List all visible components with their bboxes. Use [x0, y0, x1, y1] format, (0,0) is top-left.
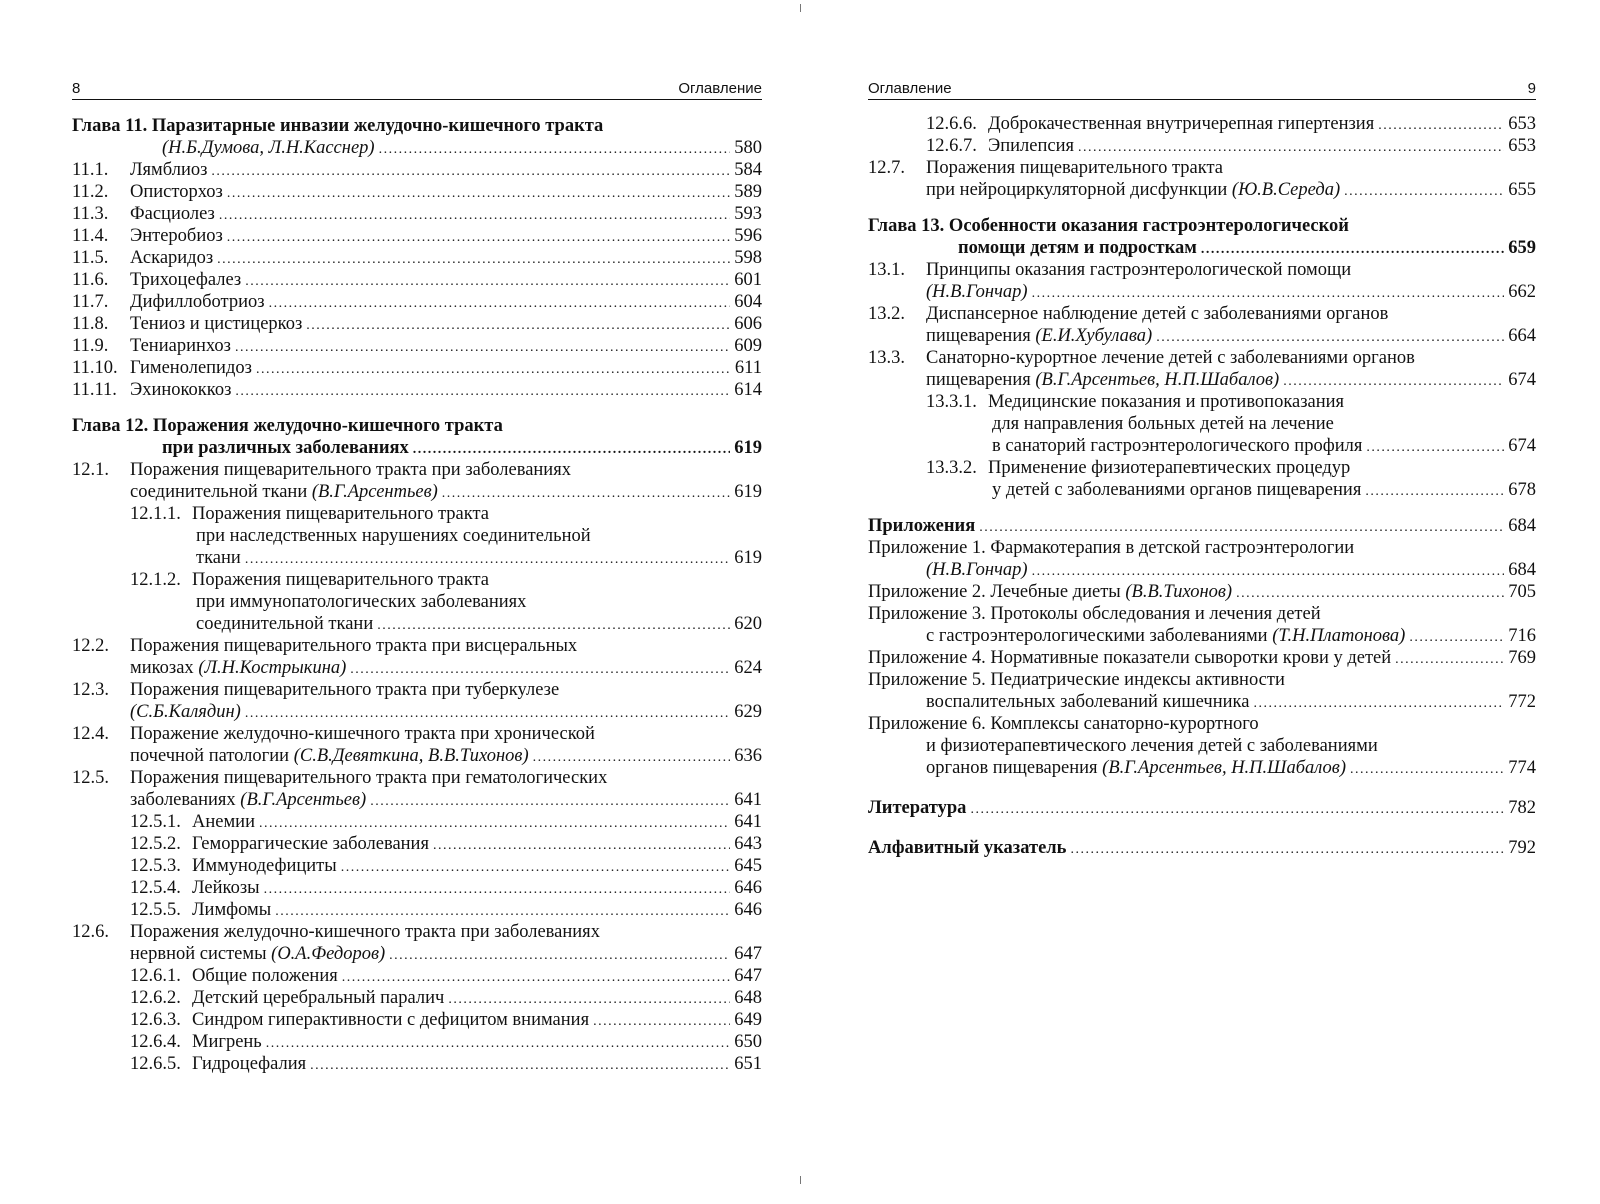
toc-entry[interactable]: 11.1. Лямблиоз ..... 584: [72, 159, 762, 181]
toc-entry[interactable]: у детей с заболеваниями органов пищеварения ..... 678: [868, 479, 1536, 501]
toc-entry[interactable]: Приложения ..... 684: [868, 515, 1536, 537]
toc-entry[interactable]: 11.2. Описторхоз ..... 589: [72, 181, 762, 203]
toc-entry[interactable]: 12.6.3. Синдром гиперактивности с дефицитом внимания ..... 649: [72, 1009, 762, 1031]
left-page: [72, 0, 762, 1204]
toc-entry[interactable]: 13.1. Принципы оказания гастроэнтерологической помощи: [868, 260, 1352, 280]
toc-entry[interactable]: 11.11. Эхинококкоз ..... 614: [72, 379, 762, 401]
running-head: [868, 79, 1536, 100]
toc-entry[interactable]: 13.2. Диспансерное наблюдение детей с заболеваниями органов: [868, 304, 1389, 324]
toc-entry[interactable]: пищеварения (В.Г.Арсентьев, Н.П.Шабалов) ..... 674: [868, 369, 1536, 391]
toc-entry[interactable]: 13.3. Санаторно-курортное лечение детей с заболеваниями органов: [868, 348, 1415, 368]
spine-mark: [800, 4, 801, 12]
toc-entry[interactable]: при различных заболеваниях ..... 619: [72, 437, 762, 459]
toc-entry[interactable]: 11.4. Энтеробиоз ..... 596: [72, 225, 762, 247]
toc-entry[interactable]: Приложение 2. Лечебные диеты (В.В.Тихонов) ..... 705: [868, 581, 1536, 603]
toc-entry[interactable]: 12.6.5. Гидроцефалия ..... 651: [72, 1053, 762, 1075]
toc-entry[interactable]: (Н.В.Гончар) ..... 662: [868, 281, 1536, 303]
toc-entry[interactable]: органов пищеварения (В.Г.Арсентьев, Н.П.Шабалов) ..... 774: [868, 757, 1536, 779]
spine-mark: [800, 1176, 801, 1184]
toc-chapter-heading[interactable]: Глава 11. Паразитарные инвазии желудочно-кишечного тракта: [72, 116, 604, 136]
toc-entry[interactable]: с гастроэнтерологическими заболеваниями (Т.Н.Платонова) ..... 716: [868, 625, 1536, 647]
toc-entry[interactable]: для направления больных детей на лечение: [992, 414, 1334, 434]
toc-entry[interactable]: 11.9. Тениаринхоз ..... 609: [72, 335, 762, 357]
toc-entry[interactable]: 12.1.2. Поражения пищеварительного тракта: [130, 570, 490, 590]
toc-entry[interactable]: соединительной ткани ..... 620: [72, 613, 762, 635]
toc-entry[interactable]: 12.5.3. Иммунодефициты ..... 645: [72, 855, 762, 877]
toc-entry[interactable]: заболеваниях (В.Г.Арсентьев) ..... 641: [72, 789, 762, 811]
toc-entry[interactable]: 12.5. Поражения пищеварительного тракта при гематологических: [72, 768, 608, 788]
page-number: 9: [1527, 80, 1536, 97]
toc-entry[interactable]: Литература ..... 782: [868, 797, 1536, 819]
toc-entry[interactable]: 12.3. Поражения пищеварительного тракта при туберкулезе: [72, 680, 560, 700]
toc-entry[interactable]: 11.6. Трихоцефалез ..... 601: [72, 269, 762, 291]
toc-entry[interactable]: 11.5. Аскаридоз ..... 598: [72, 247, 762, 269]
running-title: Оглавление: [868, 80, 952, 97]
toc-entry[interactable]: Алфавитный указатель ..... 792: [868, 837, 1536, 859]
toc-entry[interactable]: Приложение 1. Фармакотерапия в детской гастроэнтерологии: [868, 538, 1355, 558]
toc-entry[interactable]: 11.7. Дифиллоботриоз ..... 604: [72, 291, 762, 313]
toc-entry[interactable]: 12.4. Поражение желудочно-кишечного тракта при хронической: [72, 724, 595, 744]
toc-entry[interactable]: 13.3.2. Применение физиотерапевтических процедур: [926, 458, 1351, 478]
toc-entry[interactable]: 12.6. Поражения желудочно-кишечного тракта при заболеваниях: [72, 922, 600, 942]
toc-entry[interactable]: нервной системы (О.А.Федоров) ..... 647: [72, 943, 762, 965]
toc-entry[interactable]: (Н.В.Гончар) ..... 684: [868, 559, 1536, 581]
toc-entry[interactable]: 12.6.6. Доброкачественная внутричерепная гипертензия ..... 653: [868, 113, 1536, 135]
toc-entry[interactable]: 12.5.1. Анемии ..... 641: [72, 811, 762, 833]
toc-chapter-heading[interactable]: Глава 13. Особенности оказания гастроэнтерологической: [868, 216, 1349, 236]
running-title: Оглавление: [678, 80, 762, 97]
toc-entry[interactable]: при наследственных нарушениях соединительной: [196, 526, 591, 546]
toc-entry[interactable]: 12.6.4. Мигрень ..... 650: [72, 1031, 762, 1053]
toc-entry[interactable]: помощи детям и подросткам ..... 659: [868, 237, 1536, 259]
toc-list: [868, 113, 1536, 859]
toc-entry[interactable]: воспалительных заболеваний кишечника ..... 772: [868, 691, 1536, 713]
toc-entry[interactable]: (С.Б.Калядин) ..... 629: [72, 701, 762, 723]
toc-entry[interactable]: ткани ..... 619: [72, 547, 762, 569]
toc-entry[interactable]: Приложение 5. Педиатрические индексы активности: [868, 670, 1285, 690]
toc-entry[interactable]: 12.1.1. Поражения пищеварительного тракта: [130, 504, 490, 524]
toc-chapter-heading[interactable]: Глава 12. Поражения желудочно-кишечного тракта: [72, 416, 503, 436]
toc-entry[interactable]: микозах (Л.Н.Кострыкина) ..... 624: [72, 657, 762, 679]
running-head: [72, 79, 762, 100]
toc-entry[interactable]: почечной патологии (С.В.Девяткина, В.В.Тихонов) ..... 636: [72, 745, 762, 767]
toc-entry[interactable]: 12.6.7. Эпилепсия ..... 653: [868, 135, 1536, 157]
toc-entry[interactable]: 12.5.4. Лейкозы ..... 646: [72, 877, 762, 899]
toc-entry[interactable]: Приложение 6. Комплексы санаторно-курортного: [868, 714, 1259, 734]
toc-entry[interactable]: 11.10. Гименолепидоз ..... 611: [72, 357, 762, 379]
toc-entry[interactable]: 13.3.1. Медицинские показания и противопоказания: [926, 392, 1345, 412]
toc-entry[interactable]: при нейроциркуляторной дисфункции (Ю.В.Середа) ..... 655: [868, 179, 1536, 201]
toc-entry[interactable]: 12.1. Поражения пищеварительного тракта при заболеваниях: [72, 460, 571, 480]
toc-entry[interactable]: (Н.Б.Думова, Л.Н.Касснер) ..... 580: [72, 137, 762, 159]
toc-entry[interactable]: 12.6.2. Детский церебральный паралич ..... 648: [72, 987, 762, 1009]
toc-entry[interactable]: соединительной ткани (В.Г.Арсентьев) ..... 619: [72, 481, 762, 503]
page-number: 8: [72, 80, 81, 97]
toc-entry[interactable]: при иммунопатологических заболеваниях: [196, 592, 527, 612]
toc-entry[interactable]: Приложение 4. Нормативные показатели сыворотки крови у детей ..... 769: [868, 647, 1536, 669]
toc-entry[interactable]: пищеварения (Е.И.Хубулава) ..... 664: [868, 325, 1536, 347]
toc-entry[interactable]: 12.5.2. Геморрагические заболевания ..... 643: [72, 833, 762, 855]
toc-entry[interactable]: 12.2. Поражения пищеварительного тракта при висцеральных: [72, 636, 578, 656]
toc-entry[interactable]: в санаторий гастроэнтерологического профиля ..... 674: [868, 435, 1536, 457]
toc-entry[interactable]: 12.5.5. Лимфомы ..... 646: [72, 899, 762, 921]
toc-entry[interactable]: 11.3. Фасциолез ..... 593: [72, 203, 762, 225]
toc-entry[interactable]: 12.6.1. Общие положения ..... 647: [72, 965, 762, 987]
toc-entry[interactable]: Приложение 3. Протоколы обследования и лечения детей: [868, 604, 1321, 624]
toc-entry[interactable]: и физиотерапевтического лечения детей с заболеваниями: [926, 736, 1378, 756]
toc-entry[interactable]: 12.7. Поражения пищеварительного тракта: [868, 158, 1224, 178]
right-page: [868, 0, 1536, 1204]
toc-list: [72, 115, 762, 1075]
toc-entry[interactable]: 11.8. Тениоз и цистицеркоз ..... 606: [72, 313, 762, 335]
